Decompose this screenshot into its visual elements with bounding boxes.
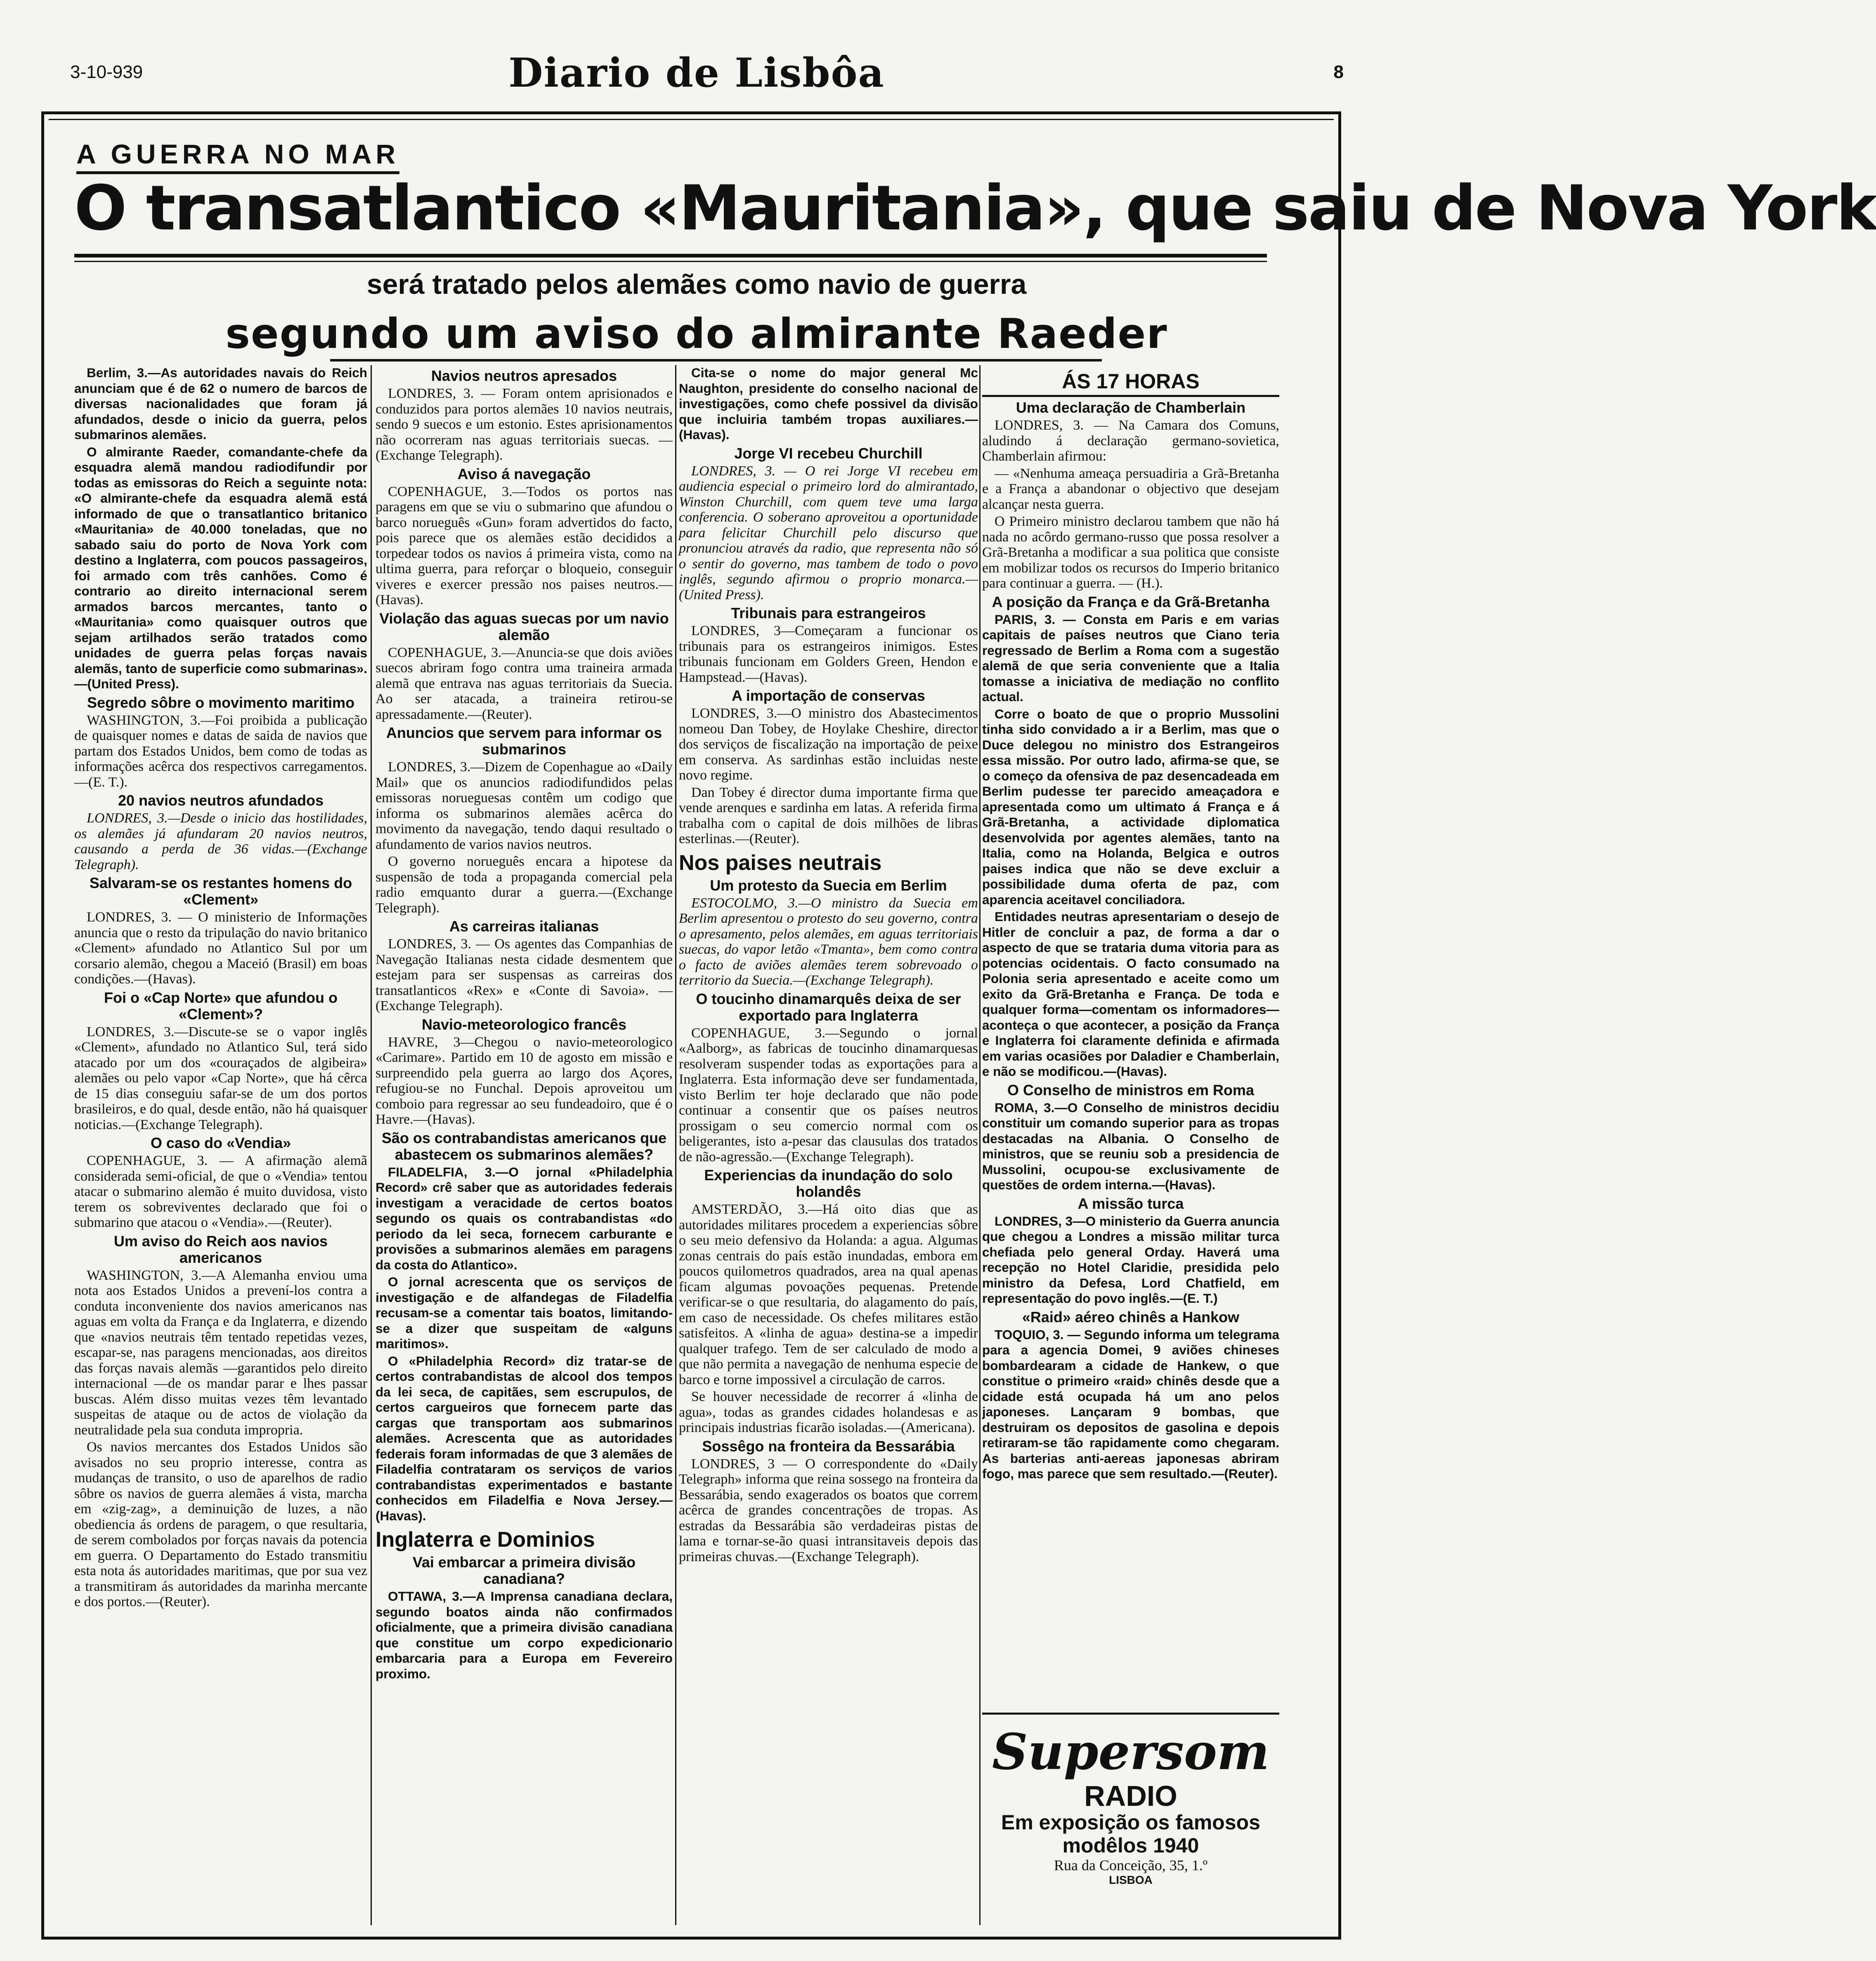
deck-rule bbox=[330, 359, 1102, 361]
article-heading: Navio-meteorologico francês bbox=[421, 1016, 627, 1033]
column-2 bbox=[376, 365, 673, 1925]
article-paragraph: LONDRES, 3—Começaram a funcionar os tribunais para os estrangeiros inimigos. Estes tribunais funcionam em Golders Green, Hendon e Hampstead.—(Havas). bbox=[679, 623, 978, 685]
ad-address: Rua da Conceição, 35, 1.º bbox=[1054, 1857, 1208, 1874]
article-paragraph: COPENHAGUE, 3. — A afirmação alemã considerada semi-oficial, de que o «Vendia» tentou atacar o submarino alemão é muito duvidosa, visto terem os sobreviventes declarado que foi o submarino que atacou o «Vendia».—(Reuter). bbox=[74, 1153, 367, 1230]
article-heading: «Raid» aéreo chinês a Hankow bbox=[1022, 1308, 1240, 1325]
article-paragraph: LONDRES, 3. — Foram ontem aprisionados e conduzidos para portos alemães 10 navios neutrais, sendo 9 suecos e um estonio. Estes aprisionamentos não ocorreram nas aguas territoriais suecas. — (Exchange Telegraph). bbox=[376, 386, 673, 463]
article-heading: Salvaram-se os restantes homens do «Clement» bbox=[89, 874, 352, 908]
article-heading: A posição da França e da Grã-Bretanha bbox=[992, 593, 1270, 610]
article-paragraph: LONDRES, 3.—Desde o inicio das hostilidades, os alemães já afundaram 20 navios neutros, causando a perda de 36 vidas.—(Exchange Telegraph). bbox=[74, 810, 367, 872]
article-paragraph: COPENHAGUE, 3.—Segundo o jornal «Aalborg», as fabricas de toucinho dinamarquesas resolveram suspender todas as exportações para a Inglaterra. Esta informação deve ser fundamentada, visto Berlim ter hoje declarado que não pode continuar a consentir que os países neutros prossigam o seu comercio normal com os beligerantes, isto a-pesar das clausulas dos tratados de não-agressão.—(Exchange Telegraph). bbox=[679, 1025, 978, 1165]
article-paragraph: O almirante Raeder, comandante-chefe da esquadra alemã mandou radiodifundir por todas as emissoras do Reich a seguinte nota: «O almirante-chefe da esquadra alemã está informado de que o transatlantico britanico «Mauritania» de 40.000 toneladas, que no sabado saiu do porto de Nova York com destino a Inglaterra, com poucos passageiros, foi armado com três canhões. Como é contrario ao direito internacional serem armados barcos mercantes, tanto o «Mauritania» como quaisquer outros que sejam artilhados serão tratados como unidades de guerra pelas forças navais alemãs, tanto de superficie como submarinas».—(United Press). bbox=[74, 444, 367, 691]
article-paragraph: LONDRES, 3. — Os agentes das Companhias de Navegação Italianas nesta cidade desmentem que estejam para ser suspensas as carreiras dos transatlanticos «Rex» e «Conte di Savoia». — (Exchange Telegraph). bbox=[376, 936, 673, 1014]
article-paragraph: — «Nenhuma ameaça persuadiria a Grã-Bretanha e a França a abandonar o objectivo que desejam alcançar nesta guerra. bbox=[982, 465, 1279, 512]
article-heading: O toucinho dinamarquês deixa de ser exportado para Inglaterra bbox=[696, 990, 961, 1024]
article-heading: Experiencias da inundação do solo holandês bbox=[704, 1167, 953, 1200]
article-paragraph: LONDRES, 3—O ministerio da Guerra anuncia que chegou a Londres a missão militar turca chefiada pelo general Orday. Haverá uma recepção no Hotel Claridie, presidida pelo ministro da Defesa, Lord Chatfield, em representação do povo inglês.—(E. T.) bbox=[982, 1213, 1279, 1306]
article-paragraph: O governo norueguês encara a hipotese da suspensão de toda a propaganda comercial pela radio emquanto durar a guerra.—(Exchange Telegraph). bbox=[376, 854, 673, 916]
column-divider bbox=[979, 365, 981, 1925]
headline-rule-thick bbox=[74, 254, 1267, 258]
article-heading: Foi o «Cap Norte» que afundou o «Clement»? bbox=[104, 989, 338, 1023]
article-paragraph: COPENHAGUE, 3.—Todos os portos nas paragens em que se viu o submarino que afundou o barco norueguês «Gun» foram advertidos do facto, pois parece que os alemães estão decididos a torpedear todos os navios á primeira vista, como na ultima guerra, para reforçar o bloqueio, conseguir viveres e exercer pressão nos paises neutros.—(Havas). bbox=[376, 484, 673, 607]
article-paragraph: Os navios mercantes dos Estados Unidos são avisados no seu proprio interesse, contra as mudanças de transito, o uso de aparelhos de radio sôbre os navios de guerra alemães á vista, marcha em «zig-zag», a deminuição de luzes, a não obediencia ás ordens de paragem, o que resultaria, de serem combolados por forças navais da potencia em guerra. O Departamento do Estado transmitiu esta nota ás autoridades maritimas, que por sua vez a transmitiram ás autoridades da marinha mercante e dos portos.—(Reuter). bbox=[74, 1439, 367, 1609]
ad-line-1: Em exposição os famosos bbox=[1001, 1811, 1260, 1834]
section-kicker: A GUERRA NO MAR bbox=[76, 138, 399, 174]
article-paragraph: LONDRES, 3. — O ministerio de Informações anuncia que o resto da tripulação do navio britanico «Clement» afundado no Atlantico Sul por um corsario alemão, chegou a Maceió (Brasil) em boas condições.—(Havas). bbox=[74, 910, 367, 987]
article-heading: São os contrabandistas americanos que abastecem os submarinos alemães? bbox=[381, 1129, 667, 1163]
article-heading: Navios neutros apresados bbox=[431, 367, 617, 384]
late-news-heading: ÁS 17 HORAS bbox=[982, 369, 1279, 397]
article-paragraph: Cita-se o nome do major general Mc Naughton, presidente do conselho nacional de investigações, como chefe possivel da divisão que incluiria também tropas auxiliares.—(Havas). bbox=[679, 365, 978, 442]
article-paragraph: Se houver necessidade de recorrer á «linha de agua», todas as grandes cidades holandesas e as principais industrias ficarão isoladas.—(Americana). bbox=[679, 1389, 978, 1435]
article-paragraph: O Primeiro ministro declarou tambem que não há nada no acôrdo germano-russo que possa resolver a Grã-Bretanha a modificar a sua politica que consiste em mobilizar todos os recursos do Imperio britanico para continuar a guerra. — (H.). bbox=[982, 514, 1279, 591]
article-paragraph: FILADELFIA, 3.—O jornal «Philadelphia Record» crê saber que as autoridades federais investigam a veracidade de certos boatos segundo os quais os contrabandistas «do periodo da lei seca, fornecem carburante e provisões a submarinos alemães em paragens da costa do Atlantico». bbox=[376, 1164, 673, 1272]
column-divider bbox=[371, 365, 372, 1925]
article-heading: Um protesto da Suecia em Berlim bbox=[710, 877, 947, 894]
article-paragraph: COPENHAGUE, 3.—Anuncia-se que dois aviões suecos abriram fogo contra uma traineira armada alemã que entrava nas aguas territoriais da Suecia. Ao ser atacada, a traineira retirou-se apressadamente.—(Reuter). bbox=[376, 645, 673, 722]
ad-line-2: modêlos 1940 bbox=[1062, 1834, 1199, 1857]
radio-advertisement bbox=[982, 1713, 1279, 1913]
frame-rule bbox=[49, 119, 1334, 120]
article-paragraph: LONDRES, 3.—Dizem de Copenhague ao «Daily Mail» que os anuncios radiodifundidos pelas emissoras norueguesas contêm um codigo que informa os submarinos alemães acêrca do movimento da navegação, tendo daqui resultado o afundamento de varios navios neutros. bbox=[376, 759, 673, 852]
article-paragraph: LONDRES, 3.—Discute-se se o vapor inglês «Clement», afundado no Atlantico Sul, terá sido atacado por um dos «couraçados de algibeira» alemães ou pelo vapor «Cap Norte», que há cêrca de 15 dias conseguiu safar-se de um dos portos brasileiros, e do qual, desde então, não há quaisquer noticias.—(Exchange Telegraph). bbox=[74, 1024, 367, 1132]
section-heading: Inglaterra e Dominios bbox=[376, 1528, 595, 1552]
article-paragraph: Corre o boato de que o proprio Mussolini tinha sido convidado a ir a Berlim, mas que o Duce delegou no ministro dos Estrangeiros essa missão. Por outro lado, afirma-se que, se o começo da ofensiva de paz desencadeada em Berlim pudesse ter parecido ameaçadora e apresentada como um ultimato á França e á Grã-Bretanha, a actividade diplomatica desenvolvida por agentes alemães, tanto na Italia, como na Holanda, Belgica e outros paises indica que não se deve excluir a possibilidade duma oferta de paz, com aparencia aceitavel conciliadora. bbox=[982, 706, 1279, 907]
article-paragraph: Entidades neutras apresentariam o desejo de Hitler de concluir a paz, de forma a dar o aspecto de que se trataria duma vitoria para as potencias ocidentais. O facto consumado na Polonia seria apresentado e aceite como um exito da Grã-Bretanha e França. De toda e qualquer forma—comentam os informadores—aconteça o que acontecer, a posição da França e Inglaterra foi claramente definida e afirmada em varias ocasiões por Daladier e Chamberlain, e não se modificou.—(Havas). bbox=[982, 909, 1279, 1079]
article-heading: Vai embarcar a primeira divisão canadiana? bbox=[412, 1554, 636, 1587]
column-divider bbox=[675, 365, 676, 1925]
article-paragraph: O jornal acrescenta que os serviços de investigação e de alfandegas de Filadelfia recusam-se a comentar tais boatos, limitando-se a dizer que suspeitam de «alguns maritimos». bbox=[376, 1274, 673, 1351]
article-heading: As carreiras italianas bbox=[449, 918, 599, 935]
article-paragraph: ROMA, 3.—O Conselho de ministros decidiu constituir um comando superior para as tropas destacadas na Albania. O Conselho de ministros, que se reuniu sob a presidencia de Mussolini, ocupou-se exclusivamente de questões de ordem interna.—(Havas). bbox=[982, 1100, 1279, 1192]
article-paragraph: Dan Tobey é director duma importante firma que vende arenques e sardinha em latas. A referida firma trabalha com o capital de dois milhões de libras esterlinas.—(Reuter). bbox=[679, 784, 978, 846]
section-heading: Nos paises neutrais bbox=[679, 851, 882, 875]
newspaper-masthead: Diario de Lisbôa bbox=[508, 50, 885, 96]
article-heading: Uma declaração de Chamberlain bbox=[1016, 399, 1246, 416]
ad-product: RADIO bbox=[1084, 1780, 1177, 1812]
article-paragraph: PARIS, 3. — Consta em Paris e em varias capitais de países neutros que Ciano teria regressado de Berlim a Roma com a sugestão alemã de que seria conveniente que a Italia tomasse a iniciativa de mediação no conflito actual. bbox=[982, 612, 1279, 704]
ad-brand-logo: Supersom bbox=[992, 1723, 1269, 1781]
article-paragraph: WASHINGTON, 3.—Foi proibida a publicação de quaisquer nomes e datas de saida de navios que partam dos Estados Unidos, bem como de todas as informações acêrca dos respectivos carregamentos.—(E. T.). bbox=[74, 712, 367, 790]
article-heading: Um aviso do Reich aos navios americanos bbox=[113, 1232, 328, 1266]
article-paragraph: LONDRES, 3. — O rei Jorge VI recebeu em audiencia especial o primeiro lord do almirantado, Winston Churchill, com quem teve uma larga conferencia. O soberano aproveitou a oportunidade para felicitar Churchill pelo discurso que pronunciou através da radio, que representa não só o sentir do governo, mas tambem de todo o povo inglês, segundo afirmou o proprio monarca.—(United Press). bbox=[679, 463, 978, 602]
article-heading: Segredo sôbre o movimento maritimo bbox=[87, 694, 355, 711]
issue-date: 3-10-939 bbox=[70, 62, 143, 82]
article-paragraph: AMSTERDÃO, 3.—Há oito dias que as autoridades militares procedem a experiencias sôbre o seu meio defensivo da Holanda: a agua. Algumas zonas centrais do país estão inundadas, embora em poucos quilometros quadrados, area na qual apenas ficam algumas povoações pequenas. Pretende verificar-se o que resultaria, do alagamento do país, em caso de necessidade. Os chefes militares estão satisfeitos. A «linha de agua» destina-se a impedir qualquer trafego. Tem de ser calculado de modo a que não permita a navegação de nenhuma especie de barco e torne impossivel a circulação de carros. bbox=[679, 1202, 978, 1387]
headline-rule-thin bbox=[74, 261, 1267, 262]
sub-headline: será tratado pelos alemães como navio de guerra bbox=[366, 269, 1027, 300]
article-heading: Jorge VI recebeu Churchill bbox=[734, 444, 923, 462]
article-paragraph: LONDRES, 3 — O correspondente do «Daily Telegraph» informa que reina sossego na fronteira da Bessarábia, sendo exagerados os boatos que correm acêrca de grandes concentrações de tropas. As estradas da Bessarábia são verdadeiras pistas de lama e tornar-se-ão quasi intransitaveis depois das primeiras chuvas.—(Exchange Telegraph). bbox=[679, 1456, 978, 1564]
article-heading: O caso do «Vendia» bbox=[150, 1134, 291, 1151]
article-heading: Anuncios que servem para informar os submarinos bbox=[386, 724, 662, 758]
column-3 bbox=[679, 365, 978, 1925]
article-heading: Tribunais para estrangeiros bbox=[731, 605, 926, 621]
article-heading: Violação das aguas suecas por um navio alemão bbox=[379, 610, 669, 643]
article-paragraph: Berlim, 3.—As autoridades navais do Reich anunciam que é de 62 o numero de barcos de diversas nacionalidades que foram já afundados, desde o inicio da guerra, pelos submarinos alemães. bbox=[74, 365, 367, 442]
article-paragraph: WASHINGTON, 3.—A Alemanha enviou uma nota aos Estados Unidos a prevení-los contra a conduta inconveniente dos navios americanos nas aguas em volta da França e da Inglaterra, e dizendo que «navios neutrais têm tentado repetidas vezes, escapar-se, nas paragens mencionadas, aos direitos das forças navais alemãs —garantidos pelo direito internacional —de os mandar parar e lhes passar buscas. Além disso muitas vezes têm levantado suspeitas de ataque ou de actos de violação da neutralidade pela sua conduta impropria. bbox=[74, 1267, 367, 1438]
article-paragraph: TOQUIO, 3. — Segundo informa um telegrama para a agencia Domei, 9 aviões chineses bombardearam a cidade de Hankew, o que constitue o primeiro «raid» chinês desde que a cidade está ocupada há um ano pelos japoneses. Lançaram 9 bombas, que destruiram os depositos de gasolina e depois retiraram-se tão rapidamente como chegaram. As barterias anti-aereas japonesas abriram fogo, mas parece que sem resultado.—(Reuter). bbox=[982, 1327, 1279, 1481]
article-heading: 20 navios neutros afundados bbox=[118, 792, 324, 809]
page-number: 8 bbox=[1333, 62, 1344, 82]
article-paragraph: LONDRES, 3.—O ministro dos Abastecimentos nomeou Dan Tobey, de Hoylake Cheshire, director dos serviços de fiscalização na importação de peixe em conserva. As sardinhas estão incluidas neste novo regime. bbox=[679, 706, 978, 783]
article-heading: A importação de conservas bbox=[732, 687, 925, 704]
article-paragraph: ESTOCOLMO, 3.—O ministro da Suecia em Berlim apresentou o protesto do seu governo, contra o apresamento, pelos alemães, em aguas territoriais suecas, do vapor letão «Tmanta», bem como contra o facto de aviões alemães terem sobrevoado o territorio da Suecia.—(Exchange Telegraph). bbox=[679, 895, 978, 988]
article-heading: Sossêgo na fronteira da Bessarábia bbox=[702, 1437, 955, 1455]
main-headline: O transatlantico «Mauritania», que saiu de Nova York bbox=[74, 172, 1876, 244]
article-heading: O Conselho de ministros em Roma bbox=[1007, 1081, 1255, 1099]
article-heading: A missão turca bbox=[1077, 1195, 1184, 1212]
article-paragraph: HAVRE, 3—Chegou o navio-meteorologico «Carimare». Partido em 10 de agosto em missão e surpreendido pela guerra ao largo dos Açores, refugiou-se no Funchal. Depois aproveitou um comboio para regressar ao seu fundeadoiro, que é o Havre.—(Havas). bbox=[376, 1034, 673, 1127]
ad-city: LISBOA bbox=[1109, 1874, 1153, 1886]
column-4 bbox=[982, 365, 1279, 1711]
article-paragraph: OTTAWA, 3.—A Imprensa canadiana declara, segundo boatos ainda não confirmados oficialmente, que a primeira divisão canadiana que constitue um corpo expedicionario embarcaria para a Europa em Fevereiro proximo. bbox=[376, 1589, 673, 1681]
article-paragraph: LONDRES, 3. — Na Camara dos Comuns, aludindo á declaração germano-sovietica, Chamberlain afirmou: bbox=[982, 418, 1279, 464]
article-paragraph: O «Philadelphia Record» diz tratar-se de certos contrabandistas de alcool dos tempos da lei seca, de capitães, sem escrupulos, de certos cargueiros que fornecem parte das cargas que transportam aos submarinos alemães. Acrescenta que as autoridades federais foram informadas de que 3 alemães de Filadelfia contrataram os serviços de varios contrabandistas experimentados e bastante conhecidos em Filadelfia e Nova Jersey.—(Havas). bbox=[376, 1353, 673, 1523]
column-1 bbox=[74, 365, 367, 1925]
article-heading: Aviso á navegação bbox=[457, 465, 591, 482]
second-deck: segundo um aviso do almirante Raeder bbox=[225, 310, 1168, 358]
